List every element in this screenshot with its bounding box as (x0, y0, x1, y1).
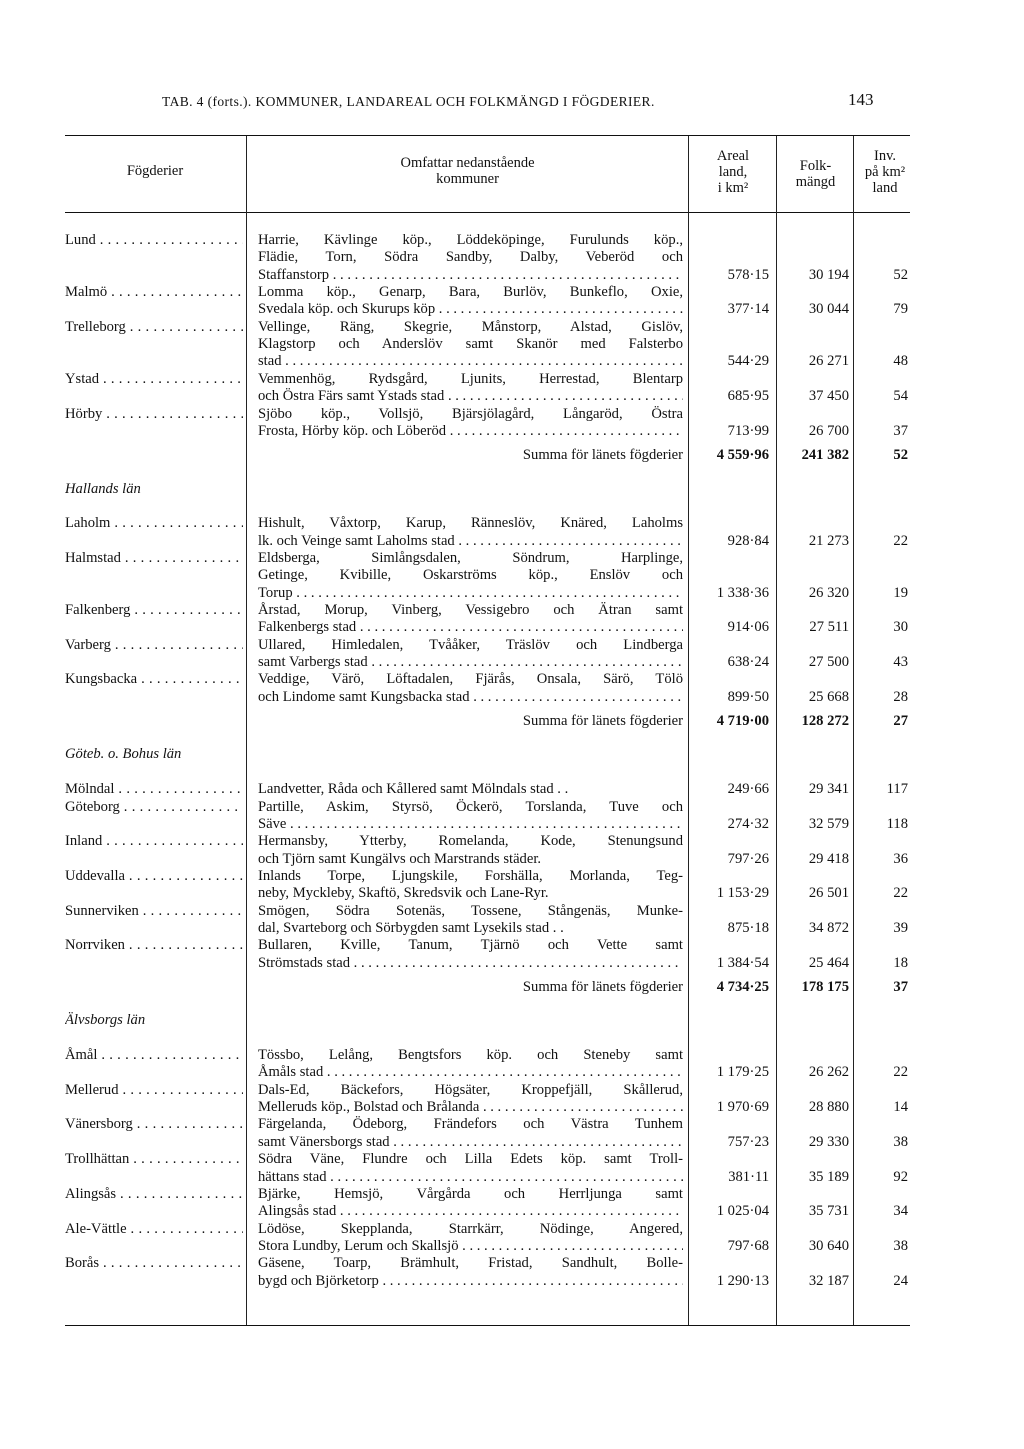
areal-cell: 377·14 (727, 301, 769, 318)
region-label: Göteb. o. Bohus län (65, 746, 182, 763)
table-row (0, 232, 1024, 248)
fogderi-cell: Malmö . . . (65, 284, 243, 300)
table-row (0, 550, 1024, 566)
page-title: TAB. 4 (forts.). KOMMUNER, LANDAREAL OCH FOLKMÄNGD I FÖGDERIER. (162, 94, 655, 109)
table-row (0, 920, 1024, 936)
column-header-kommuner-line: Omfattar nedanstående (400, 155, 535, 171)
areal-cell: 797·26 (727, 850, 769, 867)
inv-cell: 52 (893, 266, 908, 283)
table-row (0, 249, 1024, 265)
column-header-areal-line: Areal (716, 148, 750, 164)
region-row (0, 481, 1024, 497)
summa-areal: 4 559·96 (716, 447, 769, 464)
table-row (0, 885, 1024, 901)
areal-cell: 797·68 (727, 1237, 769, 1254)
region-row (0, 1012, 1024, 1028)
inv-cell: 39 (893, 919, 908, 936)
table-row (0, 301, 1024, 317)
areal-cell: 757·23 (727, 1133, 769, 1150)
table-row (0, 515, 1024, 531)
summa-row (0, 979, 1024, 995)
folkmangd-cell: 27 511 (809, 619, 849, 636)
column-header-kommuner-line: kommuner (436, 171, 499, 187)
kommuner-cell: Bullaren, Kville, Tanum, Tjärnö och Vette samt (258, 937, 683, 954)
inv-cell: 38 (893, 1237, 908, 1254)
areal-cell: 1 179·25 (716, 1064, 769, 1081)
inv-cell: 18 (893, 954, 908, 971)
table-row (0, 851, 1024, 867)
column-header-inv-line: Inv. (873, 148, 896, 164)
kommuner-cell: dal, Svarteborg och Sörbygden samt Lysekils stad . . (258, 919, 564, 936)
table-row (0, 955, 1024, 971)
fogderi-cell: Borås . . . (65, 1255, 243, 1271)
fogderi-cell: Norrviken . . . (65, 937, 243, 953)
column-header-folkmangd-line: Folk- (799, 158, 832, 174)
summa-areal: 4 719·00 (716, 713, 769, 730)
folkmangd-cell: 27 500 (808, 654, 849, 671)
fogderi-cell: Uddevalla . . . (65, 868, 243, 884)
areal-cell: 1 290·13 (716, 1272, 769, 1289)
table-row (0, 602, 1024, 618)
table-row (0, 567, 1024, 583)
areal-cell: 544·29 (727, 353, 769, 370)
table-row (0, 406, 1024, 422)
folkmangd-cell: 26 262 (808, 1064, 849, 1081)
column-header-areal-line: land, (718, 164, 748, 180)
table-row (0, 1064, 1024, 1080)
table-row (0, 585, 1024, 601)
kommuner-cell: Falkenbergs stad . . . (258, 619, 683, 635)
kommuner-cell: samt Varbergs stad . . . (258, 654, 683, 670)
table-row (0, 1047, 1024, 1063)
inv-cell: 22 (893, 885, 908, 902)
table-row (0, 1203, 1024, 1219)
fogderi-cell: Sunnerviken . . . (65, 903, 243, 919)
inv-cell: 118 (886, 815, 908, 832)
fogderi-cell: Ystad . . . (65, 371, 243, 387)
kommuner-cell: neby, Myckleby, Skaftö, Skredsvik och Lane-Ryr. (258, 885, 549, 902)
kommuner-cell: Staffanstorp . . . (258, 267, 683, 283)
table-row (0, 1082, 1024, 1098)
kommuner-cell: Lödöse, Skepplanda, Starrkärr, Nödinge, Angered, (258, 1220, 683, 1237)
kommuner-cell: samt Vänersborgs stad . . . (258, 1134, 683, 1150)
areal-cell: 381·11 (728, 1168, 769, 1185)
inv-cell: 43 (893, 654, 908, 671)
table-row (0, 1116, 1024, 1132)
areal-cell: 1 153·29 (716, 885, 769, 902)
page-number: 143 (848, 90, 874, 109)
inv-cell: 19 (893, 584, 908, 601)
table-row (0, 868, 1024, 884)
fogderi-cell: Göteborg . . . (65, 799, 243, 815)
summa-inv: 27 (893, 713, 908, 730)
kommuner-cell: Tössbo, Lelång, Bengtsfors köp. och Steneby samt (258, 1047, 683, 1064)
inv-cell: 117 (886, 781, 908, 798)
column-header-inv-line: på km² (864, 164, 906, 180)
table-row (0, 833, 1024, 849)
inv-cell: 30 (893, 619, 908, 636)
table-row (0, 1238, 1024, 1254)
folkmangd-cell: 29 418 (808, 850, 849, 867)
kommuner-cell: Bjärke, Hemsjö, Vårgårda och Herrljunga samt (258, 1185, 683, 1202)
table-row (0, 637, 1024, 653)
fogderi-cell: Trollhättan . . . (65, 1151, 243, 1167)
folkmangd-cell: 30 194 (808, 266, 849, 283)
folkmangd-cell: 26 271 (808, 353, 849, 370)
areal-cell: 914·06 (727, 619, 769, 636)
areal-cell: 713·99 (727, 422, 769, 439)
kommuner-cell: och Tjörn samt Kungälvs och Marstrands städer. (258, 850, 542, 867)
areal-cell: 899·50 (727, 688, 769, 705)
kommuner-cell: Melleruds köp., Bolstad och Brålanda . . . (258, 1099, 683, 1115)
table-row (0, 336, 1024, 352)
region-label: Hallands län (65, 480, 141, 497)
kommuner-cell: Landvetter, Råda och Kållered samt Mölndals stad . . (258, 781, 569, 798)
table-row (0, 1151, 1024, 1167)
folkmangd-cell: 37 450 (808, 388, 849, 405)
table-row (0, 799, 1024, 815)
kommuner-cell: Klagstorp och Anderslöv samt Skanör med Falsterbo (258, 336, 683, 353)
summa-folkmangd: 178 175 (801, 979, 849, 995)
fogderi-cell: Inland . . . (65, 833, 243, 849)
inv-cell: 34 (893, 1203, 908, 1220)
folkmangd-cell: 30 640 (808, 1237, 849, 1254)
summa-label: Summa för länets fögderier (522, 713, 683, 730)
table-row (0, 816, 1024, 832)
summa-label: Summa för länets fögderier (522, 447, 683, 464)
inv-cell: 22 (893, 532, 908, 549)
inv-cell: 37 (893, 422, 908, 439)
folkmangd-cell: 34 872 (808, 919, 849, 936)
table-row (0, 781, 1024, 797)
inv-cell: 14 (893, 1099, 908, 1116)
summa-inv: 37 (893, 979, 908, 995)
inv-cell: 92 (893, 1168, 908, 1185)
table-row (0, 319, 1024, 335)
kommuner-cell: Getinge, Kvibille, Oskarströms köp., Enslöv och (258, 567, 683, 584)
folkmangd-cell: 32 579 (808, 815, 849, 832)
fogderi-cell: Åmål . . . (65, 1047, 243, 1063)
fogderi-cell: Trelleborg . . . (65, 319, 243, 335)
region-label: Älvsborgs län (65, 1012, 146, 1029)
kommuner-cell: Gäsene, Toarp, Brämhult, Fristad, Sandhult, Bolle- (258, 1255, 683, 1272)
folkmangd-cell: 25 668 (808, 688, 849, 705)
table-row (0, 1134, 1024, 1150)
table-row (0, 903, 1024, 919)
folkmangd-cell: 29 330 (808, 1133, 849, 1150)
folkmangd-cell: 21 273 (808, 532, 849, 549)
areal-cell: 1 025·04 (716, 1203, 769, 1220)
table-row (0, 1255, 1024, 1271)
kommuner-cell: Harrie, Kävlinge köp., Löddeköpinge, Furulunds köp., (258, 232, 683, 248)
kommuner-cell: Dals-Ed, Bäckefors, Högsäter, Kroppefjäll, Skållerud, (258, 1081, 683, 1098)
kommuner-cell: Strömstads stad . . . (258, 955, 683, 971)
fogderi-cell: Alingsås . . . (65, 1186, 243, 1202)
table-row (0, 1221, 1024, 1237)
kommuner-cell: bygd och Björketorp . . . (258, 1273, 683, 1289)
areal-cell: 1 970·69 (716, 1099, 769, 1116)
folkmangd-cell: 35 731 (808, 1203, 849, 1220)
kommuner-cell: och Östra Färs samt Ystads stad . . . (258, 388, 683, 404)
kommuner-cell: Hishult, Våxtorp, Karup, Ränneslöv, Knäred, Laholms (258, 515, 683, 532)
kommuner-cell: hättans stad . . . (258, 1169, 683, 1185)
kommuner-cell: Hermansby, Ytterby, Romelanda, Kode, Stenungsund (258, 833, 683, 850)
summa-row (0, 447, 1024, 463)
fogderi-cell: Halmstad . . . (65, 550, 243, 566)
table-row (0, 353, 1024, 369)
kommuner-cell: Eldsberga, Simlångsdalen, Söndrum, Harplinge, (258, 549, 683, 566)
kommuner-cell: Vemmenhög, Rydsgård, Ljunits, Herrestad, Blentarp (258, 370, 683, 387)
folkmangd-cell: 26 320 (808, 584, 849, 601)
fogderi-cell: Ale-Vättle . . . (65, 1221, 243, 1237)
kommuner-cell: och Lindome samt Kungsbacka stad . . . (258, 689, 683, 705)
kommuner-cell: Stora Lundby, Lerum och Skallsjö . . . (258, 1238, 683, 1254)
kommuner-cell: Partille, Askim, Styrsö, Öckerö, Torslanda, Tuve och (258, 798, 683, 815)
kommuner-cell: Vellinge, Räng, Skegrie, Månstorp, Alstad, Gislöv, (258, 318, 683, 335)
folkmangd-cell: 30 044 (808, 301, 849, 318)
region-row (0, 746, 1024, 762)
areal-cell: 1 384·54 (716, 954, 769, 971)
fogderi-cell: Lund . . . (65, 232, 243, 248)
table-row (0, 654, 1024, 670)
folkmangd-cell: 28 880 (808, 1099, 849, 1116)
column-header-inv-line: land (872, 180, 898, 196)
fogderi-cell: Kungsbacka . . . (65, 671, 243, 687)
table-row (0, 1273, 1024, 1289)
kommuner-cell: Sjöbo köp., Vollsjö, Bjärsjölagård, Långaröd, Östra (258, 405, 683, 422)
column-header-fogderier: Fögderier (126, 163, 184, 179)
kommuner-cell: Åmåls stad . . . (258, 1064, 683, 1080)
inv-cell: 38 (893, 1133, 908, 1150)
fogderi-cell: Laholm . . . (65, 515, 243, 531)
fogderi-cell: Mellerud . . . (65, 1082, 243, 1098)
table-row (0, 689, 1024, 705)
column-header-folkmangd-line: mängd (795, 174, 836, 190)
fogderi-cell: Vänersborg . . . (65, 1116, 243, 1132)
kommuner-cell: Södra Väne, Flundre och Lilla Edets köp. samt Troll- (258, 1151, 683, 1168)
inv-cell: 22 (893, 1064, 908, 1081)
kommuner-cell: Lomma köp., Genarp, Bara, Burlöv, Bunkeflo, Oxie, (258, 284, 683, 301)
table-row (0, 267, 1024, 283)
table-row (0, 388, 1024, 404)
inv-cell: 24 (893, 1272, 908, 1289)
kommuner-cell: Ullared, Himledalen, Tvååker, Träslöv och Lindberga (258, 636, 683, 653)
fogderi-cell: Varberg . . . (65, 637, 243, 653)
kommuner-cell: Svedala köp. och Skurups köp . . . (258, 301, 683, 317)
areal-cell: 249·66 (727, 781, 769, 798)
folkmangd-cell: 35 189 (808, 1168, 849, 1185)
fogderi-cell: Hörby . . . (65, 406, 243, 422)
kommuner-cell: Veddige, Värö, Löftadalen, Fjärås, Onsala, Särö, Tölö (258, 671, 683, 688)
folkmangd-cell: 26 700 (808, 422, 849, 439)
kommuner-cell: Säve . . . (258, 816, 683, 832)
kommuner-cell: Årstad, Morup, Vinberg, Vessigebro och Ätran samt (258, 602, 683, 618)
table-row (0, 937, 1024, 953)
summa-folkmangd: 128 272 (801, 713, 849, 730)
fogderi-cell: Falkenberg . . . (65, 602, 243, 618)
table-row (0, 1186, 1024, 1202)
table-row (0, 284, 1024, 300)
summa-areal: 4 734·25 (716, 979, 769, 995)
kommuner-cell: Alingsås stad . . . (258, 1203, 683, 1219)
table-row (0, 371, 1024, 387)
table-row (0, 423, 1024, 439)
table-row (0, 671, 1024, 687)
summa-folkmangd: 241 382 (801, 447, 849, 464)
kommuner-cell: lk. och Veinge samt Laholms stad . . . (258, 533, 683, 549)
areal-cell: 685·95 (727, 388, 769, 405)
inv-cell: 54 (893, 388, 908, 405)
folkmangd-cell: 26 501 (808, 885, 849, 902)
table-row (0, 1099, 1024, 1115)
folkmangd-cell: 29 341 (808, 781, 849, 798)
areal-cell: 638·24 (727, 654, 769, 671)
kommuner-cell: Torup . . . (258, 585, 683, 601)
inv-cell: 48 (893, 353, 908, 370)
folkmangd-cell: 25 464 (808, 954, 849, 971)
kommuner-cell: Smögen, Södra Sotenäs, Tossene, Stångenäs, Munke- (258, 902, 683, 919)
areal-cell: 274·32 (727, 815, 769, 832)
summa-row (0, 713, 1024, 729)
table-row (0, 619, 1024, 635)
inv-cell: 79 (893, 301, 908, 318)
inv-cell: 36 (893, 850, 908, 867)
column-header-areal-line: i km² (717, 180, 749, 196)
kommuner-cell: Flädie, Torn, Södra Sandby, Dalby, Veberöd och (258, 249, 683, 266)
kommuner-cell: Färgelanda, Ödeborg, Frändefors och Västra Tunhem (258, 1116, 683, 1133)
areal-cell: 928·84 (727, 532, 769, 549)
areal-cell: 1 338·36 (716, 584, 769, 601)
inv-cell: 28 (893, 688, 908, 705)
kommuner-cell: Frosta, Hörby köp. och Löberöd . . . (258, 423, 683, 439)
kommuner-cell: Inlands Torpe, Ljungskile, Forshälla, Morlanda, Teg- (258, 867, 683, 884)
areal-cell: 875·18 (727, 919, 769, 936)
table-row (0, 533, 1024, 549)
areal-cell: 578·15 (727, 266, 769, 283)
fogderi-cell: Mölndal . . . (65, 781, 243, 797)
kommuner-cell: stad . . . (258, 353, 683, 369)
summa-label: Summa för länets fögderier (522, 979, 683, 995)
table-row (0, 1169, 1024, 1185)
folkmangd-cell: 32 187 (808, 1272, 849, 1289)
summa-inv: 52 (893, 447, 908, 464)
